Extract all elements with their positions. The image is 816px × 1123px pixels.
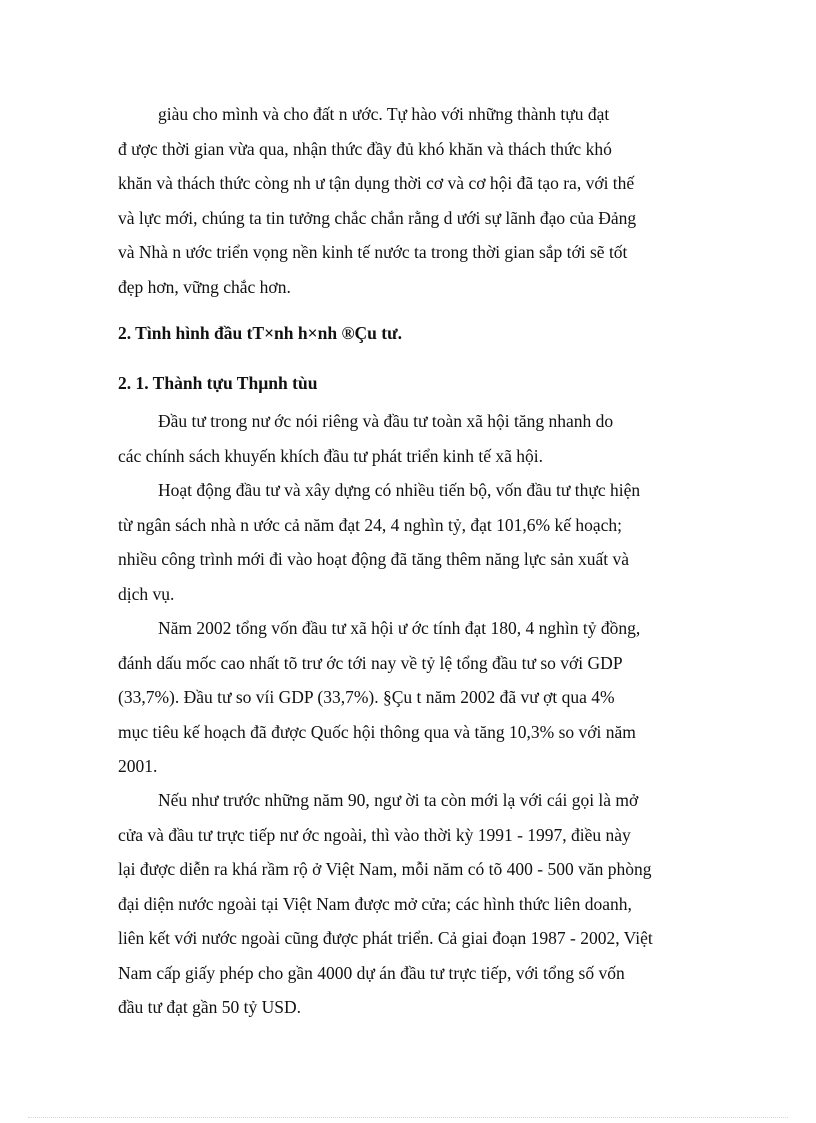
text-line: 2001. <box>118 756 158 776</box>
text-line: các chính sách khuyến khích đầu tư phát triển kinh tế xã hội. <box>118 445 543 466</box>
text-line: và lực mới, chúng ta tin tưởng chắc chắn rằng d ưới sự lãnh đạo của Đảng <box>118 207 637 228</box>
text-line: Đầu tư trong nư ớc nói riêng và đầu tư toàn xã hội tăng nhanh do <box>158 411 614 431</box>
paragraph-5 <box>118 783 698 1025</box>
paragraph-2 <box>118 404 698 473</box>
paragraph-3 <box>118 473 698 611</box>
text-line: đẹp hơn, vững chắc hơn. <box>118 276 291 297</box>
text-line: đánh dấu mốc cao nhất tõ trư ớc tới nay về tỷ lệ tổng đầu tư so với GDP <box>118 652 623 673</box>
text-line: (33,7%). Đầu tư so víi GDP (33,7%). §Çu t năm 2002 đã vư ợt qua 4% <box>118 687 615 707</box>
text-line: đ ược thời gian vừa qua, nhận thức đầy đủ khó khăn và thách thức khó <box>118 138 612 159</box>
text-line: cửa và đầu tư trực tiếp nư ớc ngoài, thì vào thời kỳ 1991 - 1997, điều này <box>118 824 631 845</box>
subsection-heading: 2. 1. Thành tựu Thµnh tùu <box>118 373 318 393</box>
text-line: đầu tư đạt gần 50 tỷ USD. <box>118 997 302 1017</box>
text-line: Hoạt động đầu tư và xây dựng có nhiều tiến bộ, vốn đầu tư thực hiện <box>158 480 641 500</box>
text-line: khăn và thách thức còng nh ư tận dụng thời cơ và cơ hội đã tạo ra, với thế <box>118 173 635 193</box>
text-line: và Nhà n ước triển vọng nền kinh tế nước ta trong thời gian sắp tới sẽ tốt <box>118 242 628 262</box>
section-heading: 2. Tình hình đầu tT×nh h×nh ®Çu tư. <box>118 323 402 343</box>
text-line: liên kết với nước ngoài cũng được phát triển. Cả giai đoạn 1987 - 2002, Việt <box>118 928 653 948</box>
text-line: giàu cho mình và cho đất n ước. Tự hào với những thành tựu đạt <box>158 104 610 124</box>
text-line: dịch vụ. <box>118 583 175 604</box>
paragraph-4 <box>118 611 698 784</box>
text-line: Nếu như trước những năm 90, ngư ời ta còn mới lạ với cái gọi là mở <box>158 790 639 810</box>
text-line: nhiều công trình mới đi vào hoạt động đã tăng thêm năng lực sản xuất và <box>118 549 630 569</box>
text-line: Nam cấp giấy phép cho gần 4000 dự án đầu tư trực tiếp, với tổng số vốn <box>118 962 625 983</box>
text-line: mục tiêu kế hoạch đã được Quốc hội thông qua và tăng 10,3% so với năm <box>118 721 636 742</box>
text-line: đại diện nước ngoài tại Việt Nam được mở cửa; các hình thức liên doanh, <box>118 893 632 914</box>
text-line: từ ngân sách nhà n ước cả năm đạt 24, 4 nghìn tỷ, đạt 101,6% kế hoạch; <box>118 514 622 535</box>
text-line: Năm 2002 tổng vốn đầu tư xã hội ư ớc tính đạt 180, 4 nghìn tỷ đồng, <box>158 618 641 638</box>
paragraph-1 <box>118 97 698 304</box>
text-line: lại được diễn ra khá rầm rộ ở Việt Nam, mỗi năm có tõ 400 - 500 văn phòng <box>118 859 652 879</box>
page-bottom-divider <box>28 1117 788 1118</box>
